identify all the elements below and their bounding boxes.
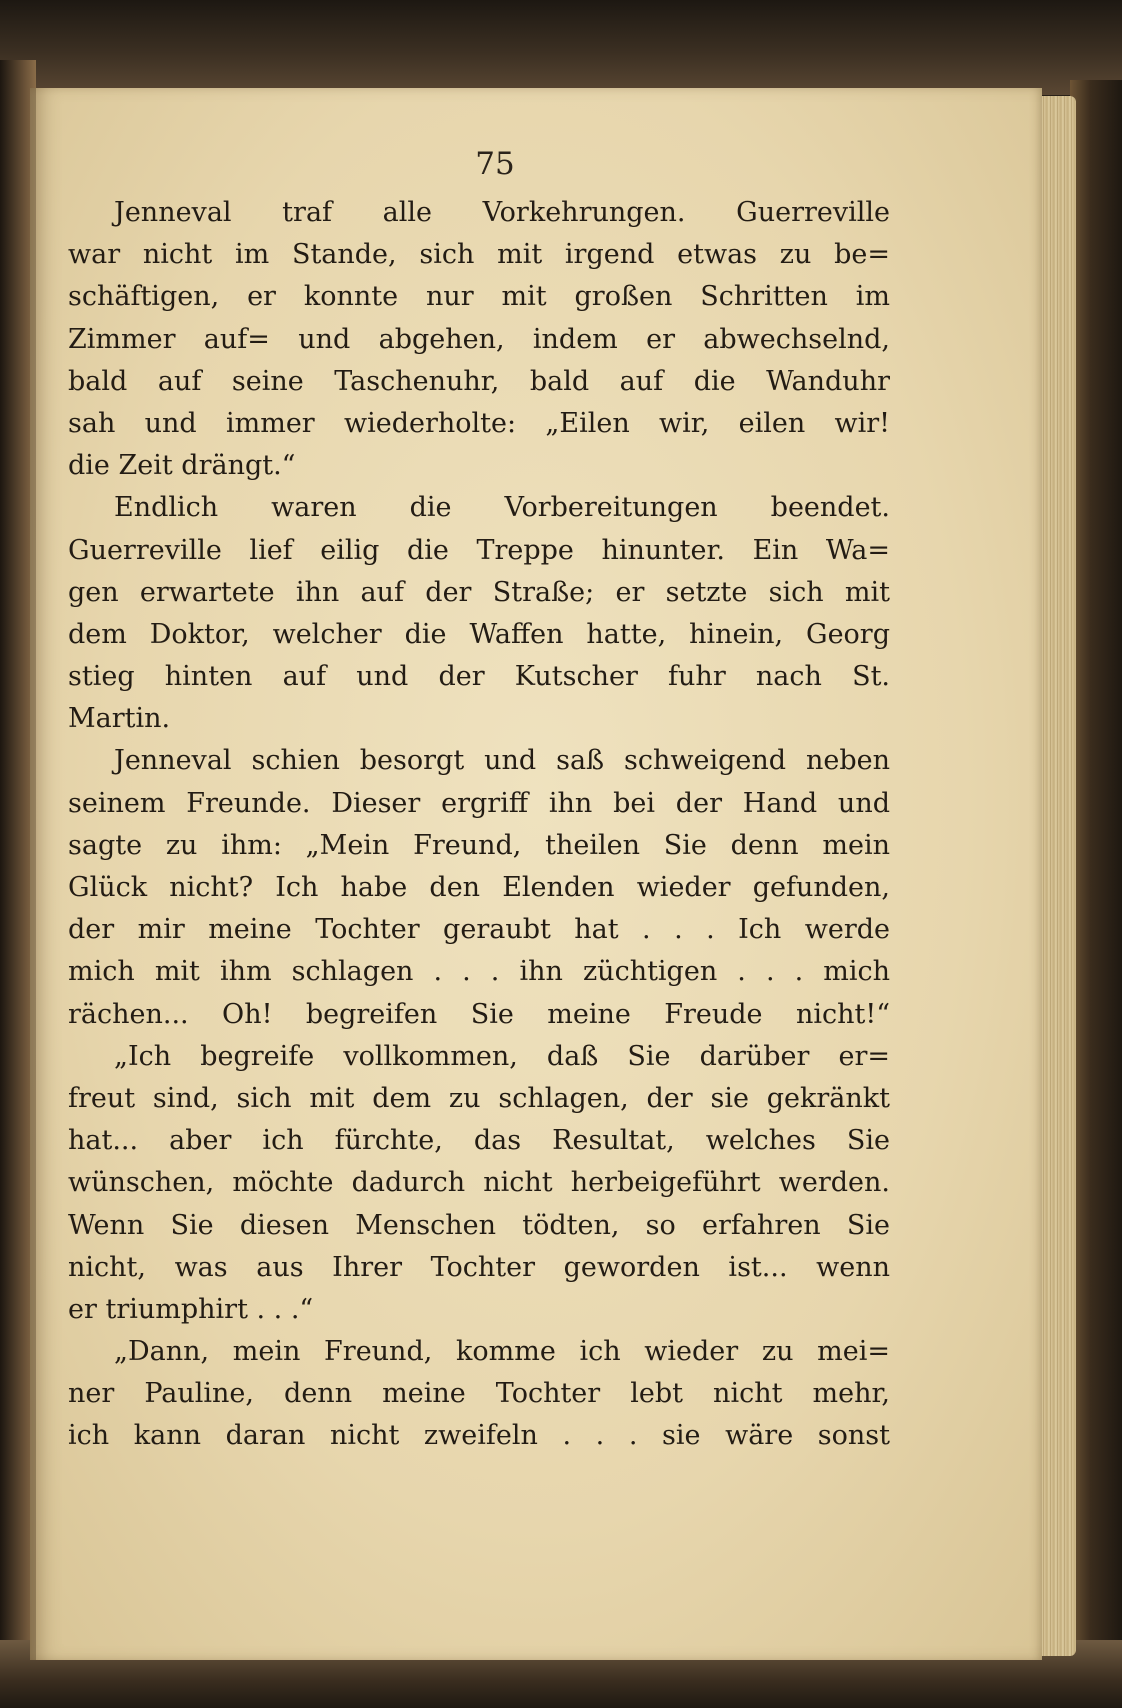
text-line: Martin. bbox=[68, 703, 171, 735]
book-cover-top bbox=[0, 0, 1122, 95]
text-line: seinem Freunde. Dieser ergriff ihn bei der Hand und bbox=[68, 787, 890, 819]
text-line: Guerreville lief eilig die Treppe hinunter. Ein Wa= bbox=[68, 534, 890, 566]
text-line: ich kann daran nicht zweifeln . . . sie wäre sonst bbox=[68, 1420, 890, 1452]
page-number: 75 bbox=[475, 146, 515, 182]
text-line: Zimmer auf= und abgehen, indem er abwechselnd, bbox=[68, 323, 890, 355]
text-line: dem Doktor, welcher die Waffen hatte, hinein, Georg bbox=[68, 618, 890, 650]
page-text-block bbox=[68, 192, 890, 1458]
text-line: sah und immer wiederholte: „Eilen wir, eilen wir! bbox=[68, 407, 890, 439]
text-line: ner Pauline, denn meine Tochter lebt nicht mehr, bbox=[68, 1378, 890, 1410]
book-cover-right bbox=[1070, 80, 1122, 1708]
text-line: Jenneval traf alle Vorkehrungen. Guerreville bbox=[114, 197, 890, 228]
page-gutter bbox=[30, 88, 36, 1660]
text-line: bald auf seine Taschenuhr, bald auf die Wanduhr bbox=[68, 365, 890, 397]
text-line: war nicht im Stande, sich mit irgend etwas zu be= bbox=[68, 239, 890, 271]
text-line: freut sind, sich mit dem zu schlagen, der sie gekränkt bbox=[68, 1082, 890, 1114]
text-line: Endlich waren die Vorbereitungen beendet. bbox=[114, 492, 890, 524]
text-line: wünschen, möchte dadurch nicht herbeigeführt werden. bbox=[68, 1167, 890, 1199]
text-line: sagte zu ihm: „Mein Freund, theilen Sie denn mein bbox=[68, 829, 890, 861]
text-line: Glück nicht? Ich habe den Elenden wieder gefunden, bbox=[68, 872, 890, 903]
text-line: Jenneval schien besorgt und saß schweigend neben bbox=[114, 745, 890, 777]
text-line: hat... aber ich fürchte, das Resultat, welches Sie bbox=[68, 1125, 890, 1157]
text-line: gen erwartete ihn auf der Straße; er setzte sich mit bbox=[68, 576, 890, 608]
text-line: er triumphirt . . .“ bbox=[68, 1293, 314, 1325]
book-page bbox=[30, 88, 1042, 1660]
text-line: mich mit ihm schlagen . . . ihn züchtigen . . . mich bbox=[68, 956, 890, 988]
text-line: „Dann, mein Freund, komme ich wieder zu mei= bbox=[114, 1336, 890, 1368]
text-line: rächen... Oh! begreifen Sie meine Freude nicht!“ bbox=[68, 998, 890, 1030]
text-line: nicht, was aus Ihrer Tochter geworden ist... wenn bbox=[68, 1251, 890, 1283]
text-line: schäftigen, er konnte nur mit großen Schritten im bbox=[68, 281, 890, 313]
text-line: „Ich begreife vollkommen, daß Sie darüber er= bbox=[114, 1040, 890, 1072]
text-line: der mir meine Tochter geraubt hat . . . Ich werde bbox=[68, 914, 890, 946]
text-line: Wenn Sie diesen Menschen tödten, so erfahren Sie bbox=[68, 1209, 890, 1241]
text-line: die Zeit drängt.“ bbox=[68, 450, 296, 482]
text-line: stieg hinten auf und der Kutscher fuhr nach St. bbox=[68, 661, 890, 693]
